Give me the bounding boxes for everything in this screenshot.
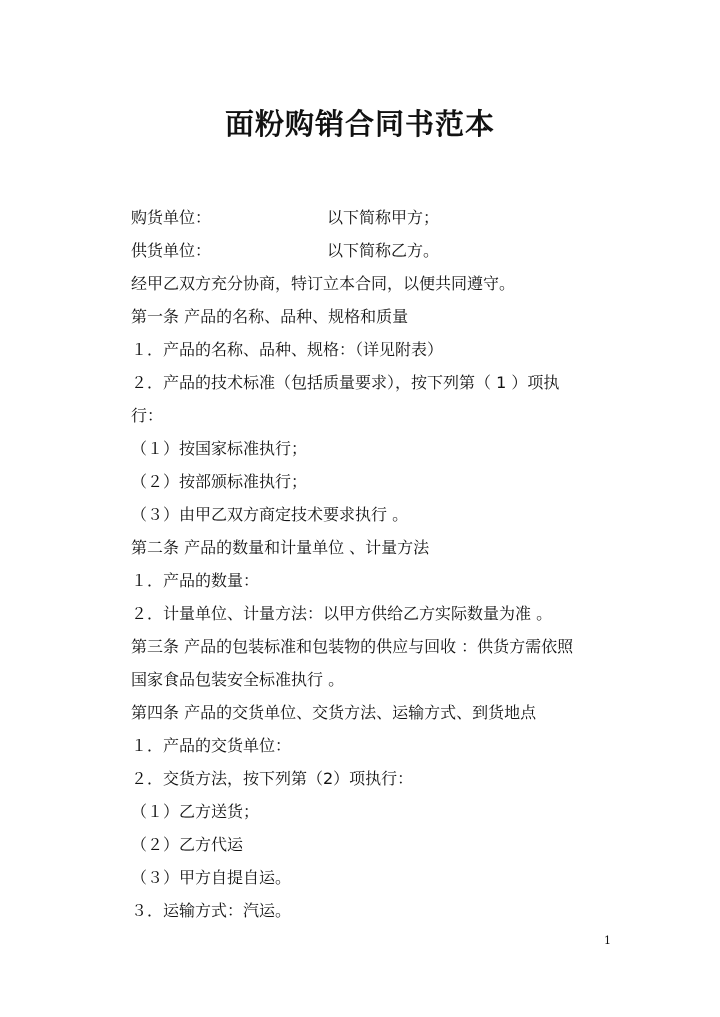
seller-alias: 以下简称乙方。 xyxy=(327,241,440,260)
text-line: 第四条 产品的交货单位、交货方法、运输方式、到货地点 xyxy=(131,703,537,722)
text-line: （１）乙方送货； xyxy=(131,802,260,821)
text-line: 国家食品包装安全标准执行 。 xyxy=(131,670,345,689)
text-line: （２）按部颁标准执行； xyxy=(131,472,308,491)
text-line: （２）乙方代运 xyxy=(131,835,244,854)
buyer-label: 购货单位： xyxy=(131,208,212,227)
text-line: ２．交货方法，按下列第（2）项执行： xyxy=(131,769,414,788)
text-line: 第一条 产品的名称、品种、规格和质量 xyxy=(131,307,409,326)
seller-line xyxy=(131,234,606,267)
buyer-line xyxy=(131,201,606,234)
text-line: （１）按国家标准执行； xyxy=(131,439,308,458)
text-line: １．产品的交货单位： xyxy=(131,736,292,755)
buyer-alias: 以下简称甲方； xyxy=(327,208,440,227)
text-line: 行： xyxy=(131,406,164,425)
text-line: ３．运输方式：汽运。 xyxy=(131,901,292,920)
text-line: ２．产品的技术标准（包括质量要求），按下列第（ 1 ）项执 xyxy=(131,373,560,392)
text-line: １．产品的名称、品种、规格：（详见附表） xyxy=(131,340,444,359)
text-line: （３）甲方自提自运。 xyxy=(131,868,292,887)
text-line: 经甲乙双方充分协商，特订立本合同，以便共同遵守。 xyxy=(131,274,516,293)
text-line: （３）由甲乙双方商定技术要求执行 。 xyxy=(131,505,409,524)
page-number: 1 xyxy=(604,934,611,947)
text-line: 第二条 产品的数量和计量单位 、计量方法 xyxy=(131,538,430,557)
text-line: １．产品的数量： xyxy=(131,571,260,590)
contract-body xyxy=(131,201,606,927)
text-line: ２．计量单位、计量方法：以甲方供给乙方实际数量为准 。 xyxy=(131,604,553,623)
document-title: 面粉购销合同书范本 xyxy=(224,107,495,141)
text-line: 第三条 产品的包装标准和包装物的供应与回收 ：供货方需依照 xyxy=(131,637,574,656)
seller-label: 供货单位： xyxy=(131,241,212,260)
